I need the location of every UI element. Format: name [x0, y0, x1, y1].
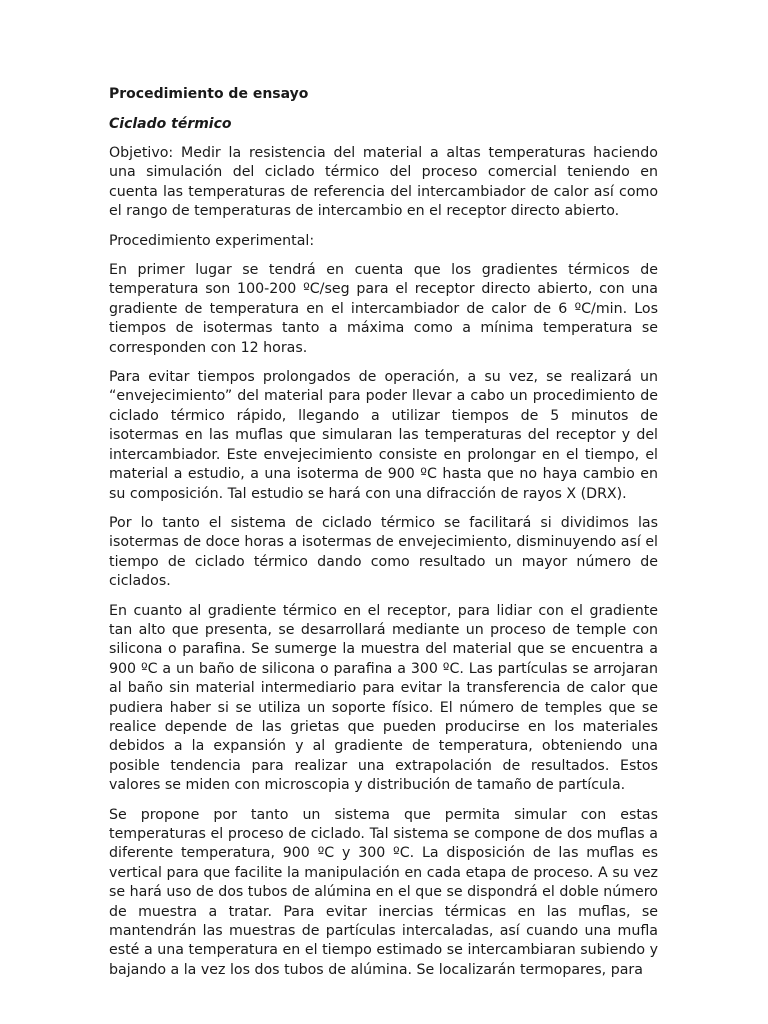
paragraph-aging: Para evitar tiempos prolongados de operación, a su vez, se realizará un “envejecimiento” del material para poder llevar a cabo un procedimiento de ciclado térmico rápido, llegando a utilizar tiempos de 5 minutos de isotermas en las muflas que simularan las temperaturas del receptor y del intercambiador. Este envejecimiento consiste en prolongar en el tiempo, el material a estudio, a una isoterma de 900 ºC hasta que no haya cambio en su composición. Tal estudio se hará con una difracción de rayos X (DRX). — [109, 369, 658, 502]
document-page — [109, 84, 658, 980]
paragraph-gradients: En primer lugar se tendrá en cuenta que los gradientes térmicos de temperatura son 100-200 ºC/seg para el receptor directo abierto, con una gradiente de temperatura en el intercambiador de calor de 6 ºC/min. Los tiempos de isotermas tanto a máxima como a mínima temperatura se corresponden con 12 horas. — [109, 262, 658, 356]
paragraph-procedure-heading: Procedimiento experimental: — [109, 232, 315, 249]
section-heading: Ciclado térmico — [109, 116, 232, 132]
paragraph-objective: Objetivo: Medir la resistencia del material a altas temperaturas haciendo una simulación del ciclado térmico del proceso comercial teniendo en cuenta las temperaturas de referencia del intercambiador de calor así como el rango de temperaturas de intercambio en el receptor directo abierto. — [109, 145, 658, 220]
paragraph-quenching: En cuanto al gradiente térmico en el receptor, para lidiar con el gradiente tan alto que presenta, se desarrollará mediante un proceso de temple con silicona o parafina. Se sumerge la muestra del material que se encuentra a 900 ºC a un baño de silicona o parafina a 300 ºC. Las partículas se arrojaran al baño sin material intermediario para evitar la transferencia de calor que pudiera haber si se utiliza un soporte físico. El número de temples que se realice depende de las grietas que pueden producirse en los materiales debidos a la expansión y al gradiente de temperatura, obteniendo una posible tendencia para realizar una extrapolación de resultados. Estos valores se miden con microscopia y distribución de tamaño de partícula. — [109, 602, 658, 794]
paragraph-system: Se propone por tanto un sistema que permita simular con estas temperaturas el proceso de ciclado. Tal sistema se compone de dos muflas a diferente temperatura, 900 ºC y 300 ºC. La disposición de las muflas es vertical para que facilite la manipulación en cada etapa de proceso. A su vez se hará uso de dos tubos de alúmina en el que se dispondrá el doble número de muestra a tratar. Para evitar inercias térmicas en las muflas, se mantendrán las muestras de partículas intercaladas, así cuando una mufla esté a una temperatura en el tiempo estimado se intercambiaran subiendo y bajando a la vez los dos tubos de alúmina. Se localizarán termopares, para — [109, 806, 658, 978]
document-title: Procedimiento de ensayo — [109, 86, 309, 102]
paragraph-isotherms: Por lo tanto el sistema de ciclado térmico se facilitará si dividimos las isotermas de doce horas a isotermas de envejecimiento, disminuyendo así el tiempo de ciclado térmico dando como resultado un mayor número de ciclados. — [109, 514, 658, 590]
